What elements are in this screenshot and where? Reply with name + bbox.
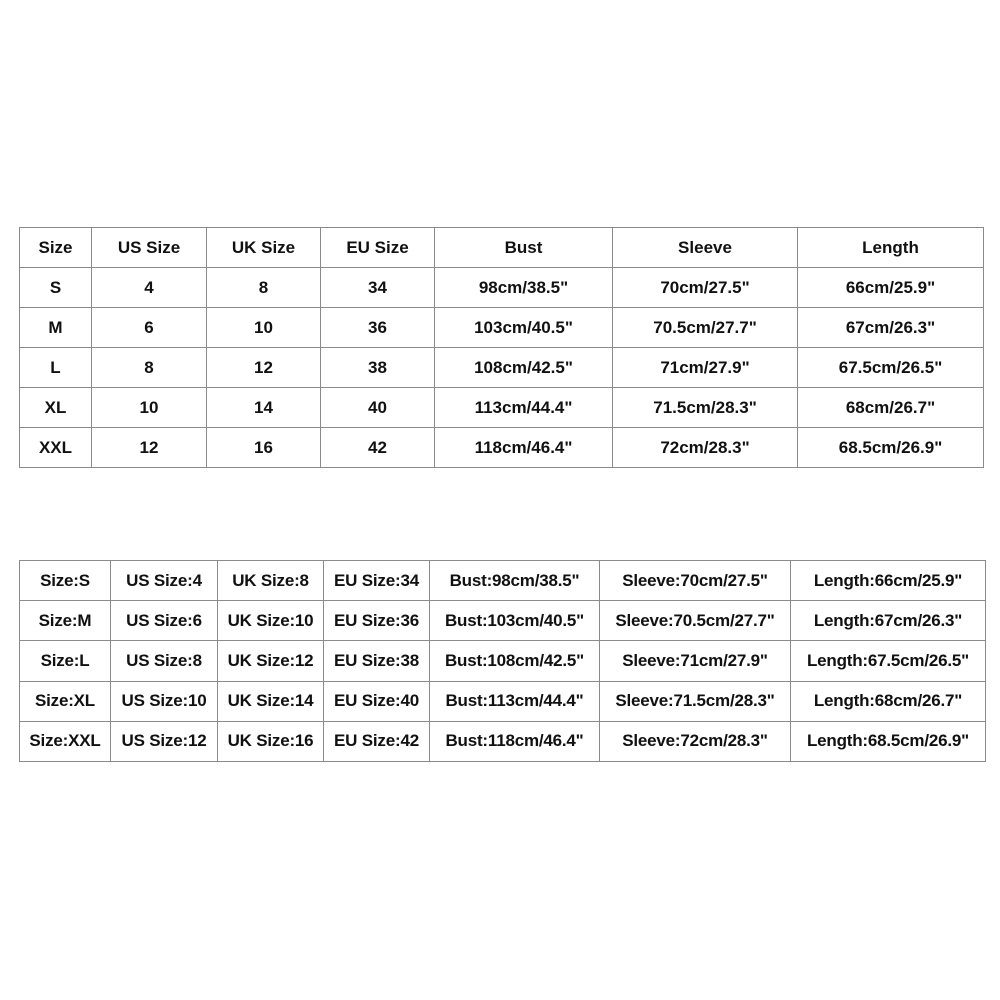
table-cell: Sleeve:70cm/27.5" bbox=[600, 561, 791, 601]
table-row bbox=[20, 308, 984, 348]
table-cell: 71cm/27.9" bbox=[613, 348, 798, 388]
table-cell: 103cm/40.5" bbox=[435, 308, 613, 348]
table-row bbox=[20, 561, 986, 601]
table-cell: EU Size:34 bbox=[324, 561, 430, 601]
table-cell: 34 bbox=[321, 268, 435, 308]
table-cell: Bust:108cm/42.5" bbox=[430, 641, 600, 681]
header-size: Size bbox=[20, 228, 92, 268]
table-cell: Length:67cm/26.3" bbox=[791, 601, 986, 641]
table-cell: Bust:98cm/38.5" bbox=[430, 561, 600, 601]
table-cell: US Size:10 bbox=[111, 681, 218, 721]
header-bust: Bust bbox=[435, 228, 613, 268]
header-us-size: US Size bbox=[92, 228, 207, 268]
table-cell: 36 bbox=[321, 308, 435, 348]
table-cell: EU Size:40 bbox=[324, 681, 430, 721]
table-row bbox=[20, 681, 986, 721]
table-row bbox=[20, 641, 986, 681]
table-cell: 108cm/42.5" bbox=[435, 348, 613, 388]
table-row bbox=[20, 428, 984, 468]
table-cell: US Size:8 bbox=[111, 641, 218, 681]
table-cell: Length:68.5cm/26.9" bbox=[791, 721, 986, 761]
table-cell: S bbox=[20, 268, 92, 308]
table-cell: EU Size:36 bbox=[324, 601, 430, 641]
table-cell: XXL bbox=[20, 428, 92, 468]
header-eu-size: EU Size bbox=[321, 228, 435, 268]
table-cell: US Size:4 bbox=[111, 561, 218, 601]
table-cell: UK Size:14 bbox=[218, 681, 324, 721]
table-cell: 118cm/46.4" bbox=[435, 428, 613, 468]
table-cell: 8 bbox=[207, 268, 321, 308]
table-row bbox=[20, 268, 984, 308]
table-cell: 12 bbox=[207, 348, 321, 388]
table-row bbox=[20, 388, 984, 428]
header-row bbox=[20, 228, 984, 268]
table-cell: 10 bbox=[207, 308, 321, 348]
table-cell: EU Size:42 bbox=[324, 721, 430, 761]
table-cell: 12 bbox=[92, 428, 207, 468]
table-cell: 70cm/27.5" bbox=[613, 268, 798, 308]
table-cell: 113cm/44.4" bbox=[435, 388, 613, 428]
table-cell: 70.5cm/27.7" bbox=[613, 308, 798, 348]
table-cell: 67cm/26.3" bbox=[798, 308, 984, 348]
table-cell: 14 bbox=[207, 388, 321, 428]
table-cell: UK Size:12 bbox=[218, 641, 324, 681]
table-row bbox=[20, 348, 984, 388]
table-cell: M bbox=[20, 308, 92, 348]
table-cell: 71.5cm/28.3" bbox=[613, 388, 798, 428]
table-cell: Size:XXL bbox=[20, 721, 111, 761]
size-chart-table bbox=[19, 227, 984, 468]
table-cell: L bbox=[20, 348, 92, 388]
header-uk-size: UK Size bbox=[207, 228, 321, 268]
table-cell: Length:66cm/25.9" bbox=[791, 561, 986, 601]
table-cell: 98cm/38.5" bbox=[435, 268, 613, 308]
table-cell: 16 bbox=[207, 428, 321, 468]
table-cell: 10 bbox=[92, 388, 207, 428]
header-sleeve: Sleeve bbox=[613, 228, 798, 268]
table-cell: Size:L bbox=[20, 641, 111, 681]
table-row bbox=[20, 601, 986, 641]
table-cell: Bust:103cm/40.5" bbox=[430, 601, 600, 641]
table-cell: Sleeve:71.5cm/28.3" bbox=[600, 681, 791, 721]
table-cell: US Size:12 bbox=[111, 721, 218, 761]
table-cell: UK Size:16 bbox=[218, 721, 324, 761]
table-cell: 38 bbox=[321, 348, 435, 388]
table-cell: Length:67.5cm/26.5" bbox=[791, 641, 986, 681]
table-cell: UK Size:10 bbox=[218, 601, 324, 641]
table-cell: 72cm/28.3" bbox=[613, 428, 798, 468]
table-cell: XL bbox=[20, 388, 92, 428]
table-cell: 6 bbox=[92, 308, 207, 348]
table-cell: Sleeve:70.5cm/27.7" bbox=[600, 601, 791, 641]
table-cell: 68cm/26.7" bbox=[798, 388, 984, 428]
table-cell: Size:M bbox=[20, 601, 111, 641]
size-chart-labeled-table bbox=[19, 560, 986, 762]
table-cell: 40 bbox=[321, 388, 435, 428]
table-cell: US Size:6 bbox=[111, 601, 218, 641]
table-cell: Size:XL bbox=[20, 681, 111, 721]
table-cell: Length:68cm/26.7" bbox=[791, 681, 986, 721]
header-length: Length bbox=[798, 228, 984, 268]
table-cell: UK Size:8 bbox=[218, 561, 324, 601]
table-cell: Sleeve:72cm/28.3" bbox=[600, 721, 791, 761]
table-cell: 4 bbox=[92, 268, 207, 308]
table-cell: 68.5cm/26.9" bbox=[798, 428, 984, 468]
table-cell: Bust:113cm/44.4" bbox=[430, 681, 600, 721]
table-cell: Sleeve:71cm/27.9" bbox=[600, 641, 791, 681]
table-cell: Bust:118cm/46.4" bbox=[430, 721, 600, 761]
table-cell: 8 bbox=[92, 348, 207, 388]
table-cell: 67.5cm/26.5" bbox=[798, 348, 984, 388]
table-cell: Size:S bbox=[20, 561, 111, 601]
table-cell: 42 bbox=[321, 428, 435, 468]
table-row bbox=[20, 721, 986, 761]
table-cell: EU Size:38 bbox=[324, 641, 430, 681]
table-cell: 66cm/25.9" bbox=[798, 268, 984, 308]
